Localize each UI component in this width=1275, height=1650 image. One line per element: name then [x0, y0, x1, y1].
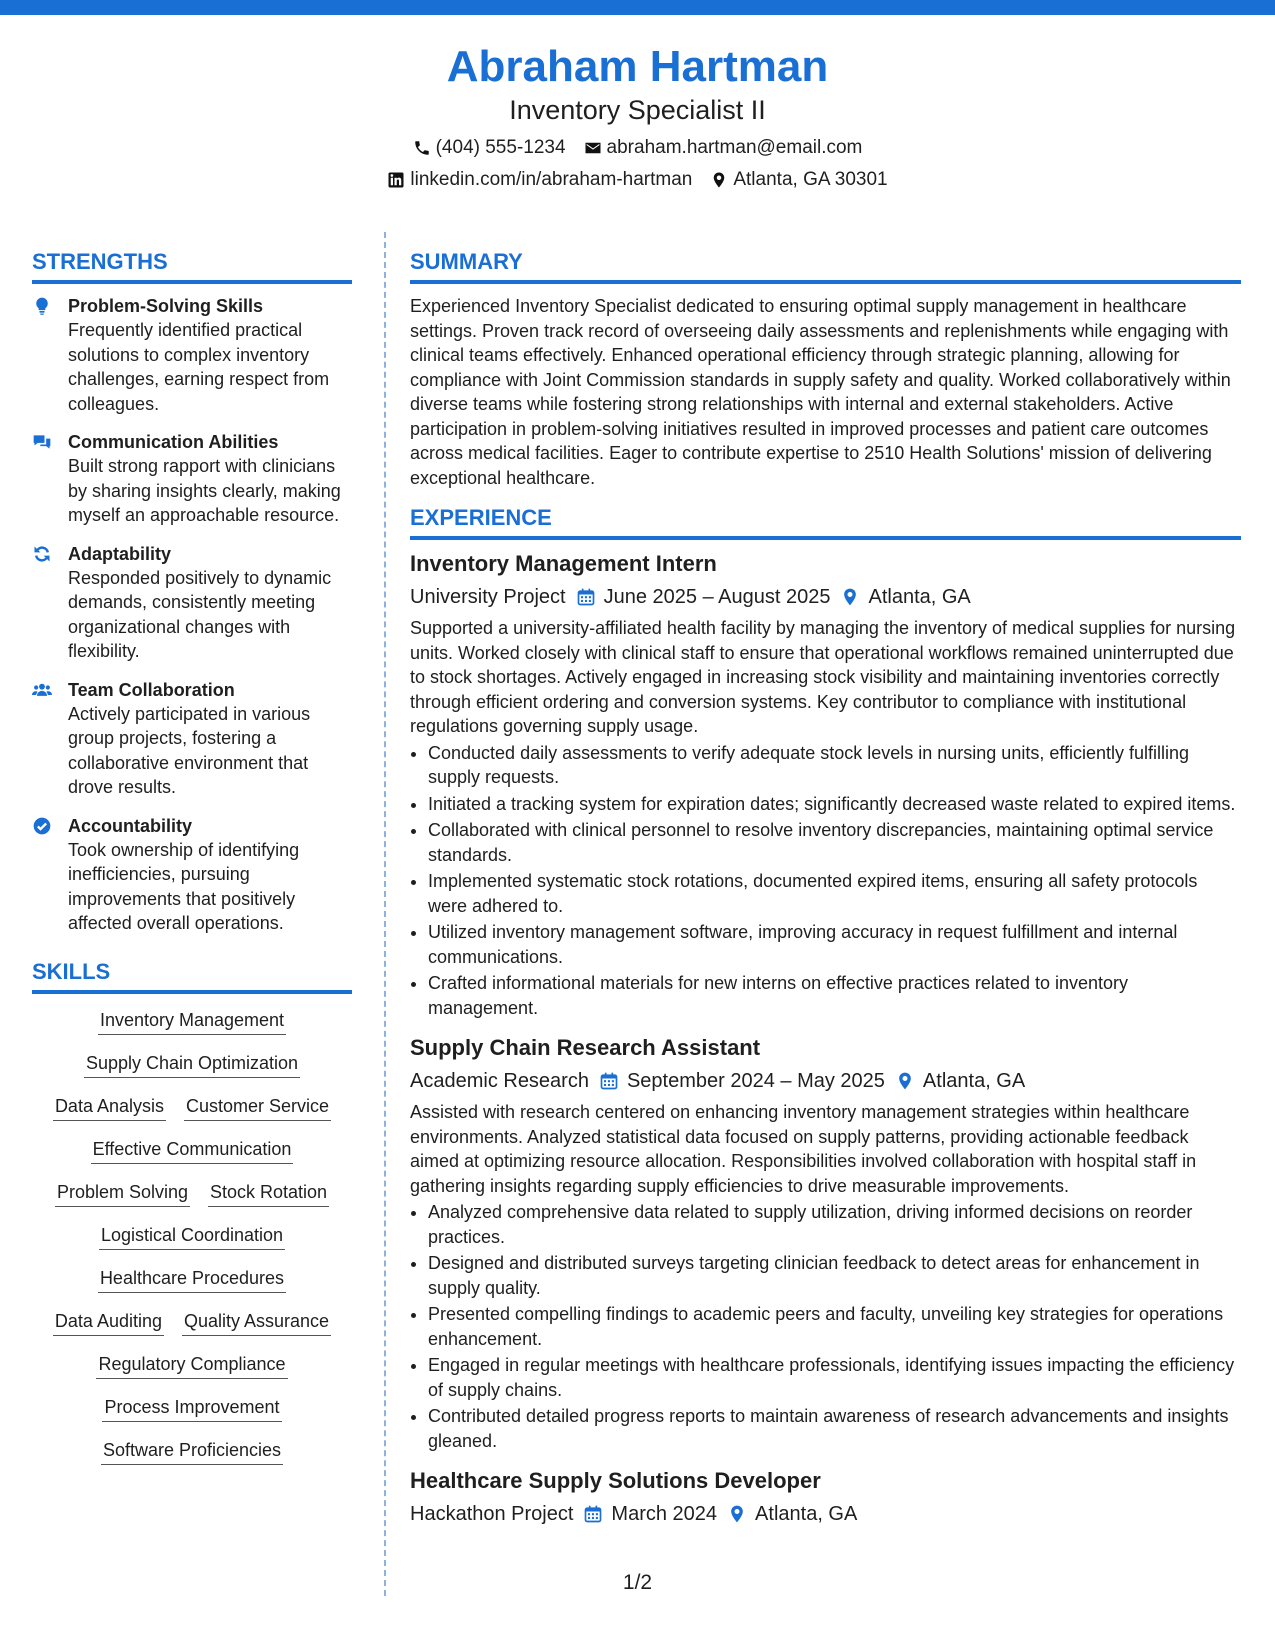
- job-description: Assisted with research centered on enhancing inventory management strategies within healthcare environments. Analyzed statistical data focused on supply patterns, providing actionable feedback aimed at optimizing resource allocation. Responsibilities involved collaboration with hospital staff in gathering insights regarding supply efficiencies to drive measurable improvements.: [410, 1102, 1197, 1196]
- skills-list: [32, 1008, 352, 1465]
- job-bullet: • Designed and distributed surveys targeting clinician feedback to detect areas for enhancement in supply quality.: [428, 1251, 1241, 1300]
- map-marker-icon: [710, 171, 728, 189]
- job-description: Supported a university-affiliated health facility by managing the inventory of medical supplies for nursing units. Worked closely with clinical staff to ensure that operational workflows remained uninterrupted due to stock shortages. Actively engaged in increasing stock visibility and maintaining inventories correctly through efficient ordering and conversion systems. Key contributor to compliance with institutional regulations governing supply usage.: [410, 618, 1236, 736]
- skill-tag: Inventory Management: [98, 1008, 286, 1035]
- column-divider: [384, 232, 386, 1596]
- location-contact: [710, 168, 887, 192]
- map-marker-icon: [895, 1071, 915, 1091]
- job-org: Hackathon Project: [410, 1503, 574, 1525]
- calendar-icon: [576, 587, 596, 607]
- skill-tag: Quality Assurance: [182, 1309, 331, 1336]
- skill-tag: Logistical Coordination: [99, 1223, 285, 1250]
- summary-text: Experienced Inventory Specialist dedicated to ensuring optimal supply management in healthcare settings. Proven track record of overseeing daily assessments and replenishments while engaging with clinical teams effectively. Enhanced operational efficiency through strategic planning, allowing for compliance with Joint Commission standards in supply safety and quality. Worked collaboratively within diverse teams while fostering strong relationships with internal and external stakeholders. Active participation in problem-solving initiatives resulted in improved processes and patient care outcomes across medical facilities. Eager to contribute expertise to 2510 Health Solutions' mission of delivering exceptional healthcare.: [410, 296, 1231, 488]
- job-bullet: • Crafted informational materials for new interns on effective practices related to inventory management.: [428, 971, 1241, 1020]
- strength-item: [32, 542, 352, 664]
- phone-icon: [413, 139, 431, 157]
- job-bullet: • Engaged in regular meetings with healthcare professionals, identifying issues impacting the efficiency of supply chains.: [428, 1353, 1241, 1402]
- strength-title: Team Collaboration: [68, 679, 235, 700]
- strength-item: [32, 814, 352, 936]
- skill-tag: Customer Service: [184, 1094, 331, 1121]
- skill-tag: Data Analysis: [53, 1094, 166, 1121]
- job-bullet: • Utilized inventory management software, improving accuracy in request fulfillment and internal communications.: [428, 920, 1241, 969]
- linkedin-icon: [387, 171, 405, 189]
- job-dates: September 2024 – May 2025: [626, 1070, 885, 1092]
- strength-desc: Took ownership of identifying inefficiencies, pursuing improvements that positively affected overall operations.: [68, 839, 300, 933]
- linkedin-text: linkedin.com/in/abraham-hartman: [410, 169, 693, 190]
- strength-desc: Frequently identified practical solutions to complex inventory challenges, earning respect from colleagues.: [68, 320, 330, 414]
- phone-contact[interactable]: [413, 136, 566, 160]
- job-org: Academic Research: [410, 1070, 589, 1092]
- skill-tag: Stock Rotation: [208, 1180, 329, 1207]
- job-location: Atlanta, GA: [755, 1503, 858, 1525]
- strength-title: Adaptability: [68, 543, 172, 564]
- strength-title: Problem-Solving Skills: [68, 296, 264, 316]
- skills-heading: SKILLS: [32, 958, 352, 994]
- page-number: 1/2: [622, 1571, 653, 1594]
- job-location: Atlanta, GA: [922, 1070, 1026, 1092]
- strengths-heading: STRENGTHS: [32, 248, 352, 284]
- job-meta: [410, 584, 1241, 610]
- job-bullets: [410, 1200, 1241, 1453]
- job-bullet: • Presented compelling findings to academic peers and faculty, unveiling key strategies for operations enhancement.: [428, 1302, 1241, 1351]
- candidate-name: Abraham Hartman: [446, 42, 829, 91]
- job-bullet: • Conducted daily assessments to verify adequate stock levels in nursing units, efficiently fulfilling supply requests.: [428, 741, 1241, 790]
- phone-text: (404) 555-1234: [435, 137, 566, 158]
- strength-desc: Responded positively to dynamic demands, consistently meeting organizational changes with flexibility.: [68, 567, 332, 661]
- job-title: Inventory Management Intern: [410, 551, 717, 576]
- calendar-icon: [599, 1071, 619, 1091]
- right-column: [410, 248, 1241, 1541]
- map-marker-icon: [727, 1504, 747, 1524]
- calendar-icon: [583, 1504, 603, 1524]
- top-accent-bar: [0, 0, 1275, 15]
- job-org: University Project: [410, 586, 566, 608]
- job-meta: [410, 1068, 1241, 1094]
- experience-entry: [410, 1034, 1241, 1453]
- strength-item: [32, 678, 352, 800]
- map-marker-icon: [840, 587, 860, 607]
- job-bullet: • Implemented systematic stock rotations, documented expired items, ensuring all safety protocols were adhered to.: [428, 869, 1241, 918]
- strength-title: Communication Abilities: [68, 432, 279, 452]
- contact-row-2: [0, 168, 1275, 192]
- job-title: Supply Chain Research Assistant: [410, 1035, 761, 1060]
- envelope-icon: [584, 139, 602, 157]
- experience-heading: EXPERIENCE: [410, 504, 1241, 540]
- strength-item: [32, 294, 352, 416]
- summary-heading: SUMMARY: [410, 248, 1241, 284]
- skill-tag: Data Auditing: [53, 1309, 164, 1336]
- job-title: Healthcare Supply Solutions Developer: [410, 1468, 821, 1493]
- users-icon: [32, 680, 52, 700]
- left-column: [32, 248, 352, 1481]
- linkedin-contact[interactable]: [387, 168, 692, 192]
- job-bullet: • Initiated a tracking system for expiration dates; significantly decreased waste related to expired items.: [428, 792, 1241, 817]
- candidate-title: Inventory Specialist II: [509, 95, 766, 125]
- contact-row-1: [0, 136, 1275, 160]
- resume-header: [0, 40, 1275, 192]
- job-meta: [410, 1501, 1241, 1527]
- email-text: abraham.hartman@email.com: [606, 137, 863, 158]
- comments-icon: [32, 432, 52, 452]
- skill-tag: Software Proficiencies: [101, 1438, 283, 1465]
- lightbulb-icon: [32, 296, 52, 316]
- job-location: Atlanta, GA: [868, 586, 971, 608]
- check-circle-icon: [32, 816, 52, 836]
- skill-tag: Healthcare Procedures: [98, 1266, 286, 1293]
- strength-desc: Actively participated in various group projects, fostering a collaborative environment that drove results.: [68, 703, 311, 797]
- location-text: Atlanta, GA 30301: [733, 169, 888, 190]
- job-bullet: • Analyzed comprehensive data related to supply utilization, driving informed decisions on reorder practices.: [428, 1200, 1241, 1249]
- skill-tag: Process Improvement: [102, 1395, 281, 1422]
- skill-tag: Problem Solving: [55, 1180, 190, 1207]
- job-bullets: [410, 741, 1241, 1021]
- job-dates: March 2024: [611, 1503, 718, 1525]
- strength-item: [32, 430, 352, 528]
- skill-tag: Supply Chain Optimization: [84, 1051, 300, 1078]
- experience-entry: [410, 1467, 1241, 1527]
- strength-desc: Built strong rapport with clinicians by sharing insights clearly, making myself an approachable resource.: [68, 456, 341, 525]
- skill-tag: Effective Communication: [91, 1137, 294, 1164]
- sync-icon: [32, 544, 52, 564]
- job-dates: June 2025 – August 2025: [603, 586, 831, 608]
- experience-entry: [410, 550, 1241, 1020]
- strength-title: Accountability: [68, 815, 193, 836]
- job-bullet: • Collaborated with clinical personnel to resolve inventory discrepancies, maintaining optimal service standards.: [428, 818, 1241, 867]
- job-bullet: • Contributed detailed progress reports to maintain awareness of research advancements and insights gleaned.: [428, 1404, 1241, 1453]
- email-contact[interactable]: [584, 136, 863, 160]
- skill-tag: Regulatory Compliance: [96, 1352, 287, 1379]
